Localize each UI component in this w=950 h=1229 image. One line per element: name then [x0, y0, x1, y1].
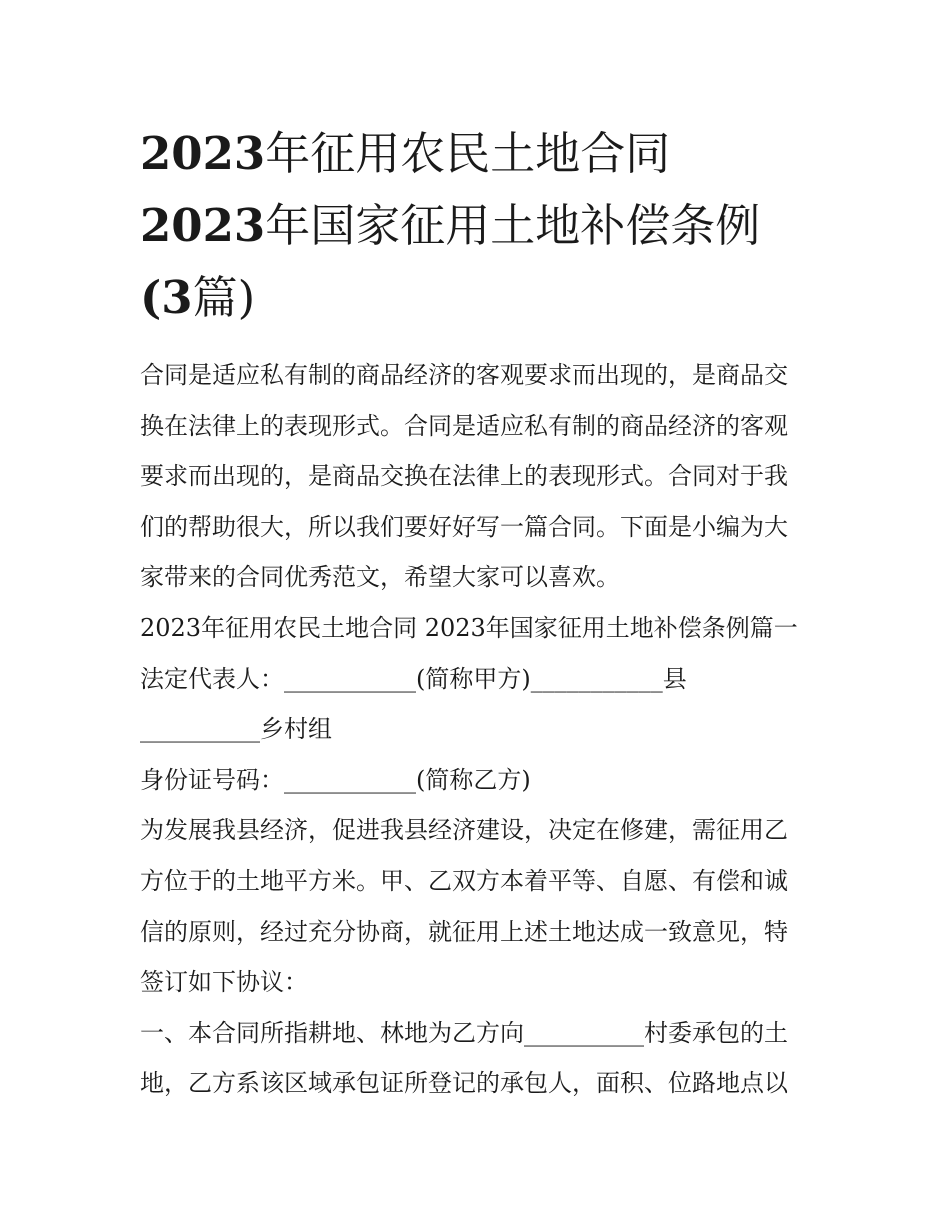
title-line-1 [140, 118, 820, 190]
text-line: 换在法律上的表现形式。合同是适应私有制的商品经济的客观 [140, 411, 788, 440]
section-heading [140, 603, 820, 654]
intro-paragraph [140, 350, 820, 603]
document-body [140, 350, 820, 1109]
title-text: 篇) [192, 271, 256, 324]
text-line: 一、本合同所指耕地、林地为乙方向__________村委承包的土 [140, 1018, 788, 1047]
text-line: 合同是适应私有制的商品经济的客观要求而出现的，是商品交 [140, 361, 788, 389]
purpose-paragraph [140, 805, 820, 1007]
text-line: 家带来的合同优秀范文，希望大家可以喜欢。 [140, 563, 620, 592]
text-line: 地，乙方系该区域承包证所登记的承包人，面积、位路地点以 [140, 1069, 788, 1098]
party-b-paragraph [140, 755, 820, 806]
text-line: 身份证号码：___________(简称乙方) [140, 765, 531, 794]
document-page [140, 118, 820, 1109]
text-line: 为发展我县经济，促进我县经济建设，决定在修建，需征用乙 [140, 816, 788, 845]
title-line-3 [140, 262, 820, 334]
text-line: 2023年征用农民土地合同 2023年国家征用土地补偿条例篇一 [140, 613, 798, 642]
clause-one-paragraph [140, 1008, 820, 1109]
title-year: 2023 [140, 127, 266, 180]
title-text: 年征用农民土地合同 [265, 127, 671, 180]
title-text: 年国家征用土地补偿条例 [265, 199, 761, 252]
text-line: 方位于的土地平方米。甲、乙双方本着平等、自愿、有偿和诚 [140, 866, 788, 895]
text-line: 签订如下协议： [140, 968, 308, 997]
text-line: 信的原则，经过充分协商，就征用上述土地达成一致意见，特 [140, 917, 788, 946]
text-line: 们的帮助很大，所以我们要好好写一篇合同。下面是小编为大 [140, 512, 788, 541]
text-line: 法定代表人：___________(简称甲方)___________县 [140, 664, 687, 693]
title-year: 2023 [140, 199, 266, 252]
text-line: __________乡村组 [140, 715, 332, 744]
party-a-paragraph [140, 654, 820, 755]
document-title [140, 118, 820, 334]
title-count: (3 [140, 271, 193, 324]
text-line: 要求而出现的，是商品交换在法律上的表现形式。合同对于我 [140, 462, 788, 491]
title-line-2 [140, 190, 820, 262]
